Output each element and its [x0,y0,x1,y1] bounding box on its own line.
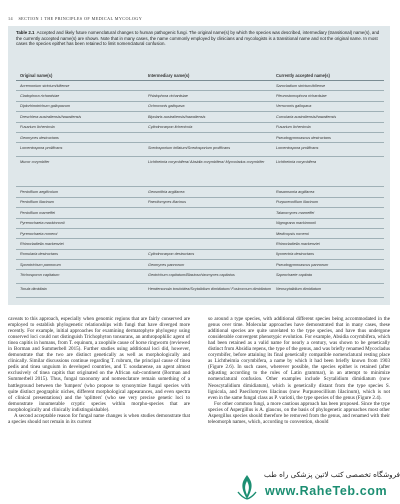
watermark [235,468,400,504]
cell-accepted-name: Rhinocladiella mackenziei [272,239,384,249]
cell-original-name: Penicillium marneffei [16,208,144,218]
body-paragraph: so around a type species, with additional different species being accommodated in the genus over time. Molecular approaches have demonstrated that in many cases, these additional species are quite unrelated to the type species, and have thus undergone considerable convergent phenotypic evolution. For example, Absidia corymbifera, which had been retained as a valid name for nearly a century, was shown to be genetically distinct from Absidia repens, the type of the genus, and was briefly renamed Mycocladus corymbifer, before attaining its final genetically compatible nomenclatural resting place as Lichtheimia corymbifera, a name by which it had been briefly known from 1903 (Figure 2.6). In such cases, wherever possible, the species epithet is retained (after adjusting according to the rules of Latin grammar), in an attempt to minimize nomenclatural confusion. Other examples include Scytalidium dimidiatum (now Neoscytalidium dimidiatum), which is genetically distant from the type species S. lignicola, and Paecilomyces lilacinus (now Purpureocillium lilacinum), which is not even in the same fungal class as P. variotii, the type species of the genus (Figure 2.4). [208,316,390,401]
table-row [16,218,384,228]
table-row [16,239,384,249]
cell-accepted-name: Verruconis gallopava [272,101,384,111]
body-paragraph: caveats to this approach, especially when genomic regions that are fairly conserved are employed to establish phylogenetic relationships with fungi that have diverged more recently. For example, initial approaches for examining dermatophyte phylogeny using conserved loci could not distinguish Trichophyton tonsurans, an anthropophilic agent of tinea capitis in humans, from T. equinum, a zoophile cause of horse ringworm (reviewed in Borman and Summerbell 2015). Further studies using additional loci did, however, demonstrate that the two are distinct genetically as well as morphologically and clinically. Similar discussions continue regarding T. rubrum, the principal cause of tinea pedis and tinea unguium in developed countries, and T. soudanense, an agent almost exclusively of tinea capitis that originated on the African sub-continent (Borman and Summerbell 2015). Thus, fungal taxonomy and nomenclature remain something of a battleground between the 'lumpers' (who propose to synonymize fungal species with quite distinct geographic niches, different morphological appearances, and even spectra of clinical presentations) and the 'splitters' (who see very precise genetic loci to demonstrate innumerable cryptic species within morpho-species that are morphologically and clinically indistinguishable). [8,316,190,413]
table-row [16,112,384,122]
cell-accepted-name: Nigrograna mackinnonii [272,218,384,228]
cell-intermediary-name: Cylindrocarpon destructans [144,249,272,259]
cell-original-name: Dreschlera australiensis/hawaiiensis [16,112,144,122]
cell-original-name: Geomyces destructans [16,132,144,142]
table-caption [16,30,384,47]
cell-original-name: Cladophora richardsiae [16,91,144,101]
cell-intermediary-name: Cylindrocarpon lichenicola [144,122,272,132]
cell-intermediary-name: Geotrichum capitatum/Blastoschizomyces capitatus [144,270,272,284]
cell-accepted-name: Pseudogymnoascus pannorum [272,260,384,270]
body-column-left [8,316,190,425]
header-original-name: Original name(s) [16,67,144,81]
cell-accepted-name: Purpureocillium lilacinum [272,197,384,207]
section-title: SECTION 1 THE PRINCIPLES OF MEDICAL MYCOLOGY [18,16,143,21]
watermark-url: www.RaheTeb.com [265,484,388,498]
cell-original-name: Pyrenochaeta mackinnonii [16,218,144,228]
table-header-row [16,67,384,81]
cell-intermediary-name: Ochroconis gallopava [144,101,272,111]
table-row [16,91,384,101]
cell-accepted-name: Rasamsonia argillacea [272,187,384,197]
body-column-right [208,316,390,425]
table-row [16,101,384,111]
cell-accepted-name: Lomentospora prolificans [272,143,384,157]
table-row [16,81,384,91]
cell-intermediary-name: Scedosporium inflatum/Scedosporium prolificans [144,143,272,157]
cell-original-name: Penicillium lilacinum [16,197,144,207]
cell-intermediary-name [144,208,272,218]
header-accepted-name: Currently accepted name(s) [272,67,384,81]
cell-intermediary-name [144,239,272,249]
cell-accepted-name: Curvularia australiensis/hawaiiensis [272,112,384,122]
body-paragraph: A second acceptable reason for fungal name changes is when studies demonstrate that a species should not remain in its current [8,412,190,425]
table-row [16,208,384,218]
cell-accepted-name: Sarocladium strictum/kiliense [272,81,384,91]
cell-accepted-name: Saprochaete capitata [272,270,384,284]
cell-original-name: Diplorhinotrichum gallopavum [16,101,144,111]
cell-original-name: Trichosporon capitatum [16,270,144,284]
cell-accepted-name: Fusarium lichenicola [272,122,384,132]
table-panel [8,26,390,305]
cell-intermediary-name: Lichtheimia corymbifera/ Absidia corymbifera/ Mycocladus corymbifer [144,157,272,187]
cell-original-name: Romularia destructans [16,249,144,259]
cell-accepted-name: Neoscytalidium dimidiatum [272,284,384,298]
cell-accepted-name: Ilyonectria destructans [272,249,384,259]
nomenclature-table [16,67,384,298]
cell-intermediary-name: Bipolaris australiensis/hawaiiensis [144,112,272,122]
cell-intermediary-name: Phialophora richardsiae [144,91,272,101]
cell-intermediary-name: Hendersonula toruloidea/Scytalidium dimidiatum/ Fusicoccum dimidiatum [144,284,272,298]
cell-intermediary-name [144,218,272,228]
table-row [16,122,384,132]
cell-original-name: Pyrenochaeta romeroi [16,228,144,238]
cell-accepted-name: Medicopsis romeroi [272,228,384,238]
table-row [16,228,384,238]
cell-accepted-name: Pleurostomophora richardsiae [272,91,384,101]
cell-original-name: Fusarium lichenicola [16,122,144,132]
table-row [16,143,384,157]
table-caption-text: Accepted and likely future nomenclatural changes to human pathogenic fungi. The original name(s) by which the species was described, intermediary (transitional) name(s), and the currently accepted name(s) are shown. Note that in many cases, the name commonly employed by clinicians and mycologists is a transitional name and not the original name. In most cases the species epithet has been retained to limit nomenclatural confusion. [16,30,380,47]
cell-accepted-name: Talaromyces marneffei [272,208,384,218]
cell-original-name: Torula dimidiata [16,284,144,298]
cell-intermediary-name: Geosmithia argillacea [144,187,272,197]
watermark-persian-text: فروشگاه تخصصی کتب لاتین پزشکی راه طب [264,470,400,479]
page-number: 14 [8,16,13,21]
table-row [16,260,384,270]
cell-intermediary-name [144,132,272,142]
table-row [16,187,384,197]
body-paragraph: For other common fungi, a more cautious approach has been proposed. Since the type species of Aspergillus is A. glaucus, on the basis of phylogenetic approaches most other Aspergillus species should therefore be removed from the genus, and renamed with their teleomorph names, which, according to convention, should [208,400,390,425]
cell-intermediary-name [144,228,272,238]
cell-original-name: Lomentospora prolificans [16,143,144,157]
cell-original-name: Mucor corymbifer [16,157,144,187]
table-row [16,157,384,187]
cell-original-name: Acremonium strictum/kiliense [16,81,144,91]
table-row [16,270,384,284]
table-row [16,249,384,259]
cell-intermediary-name: Paecilomyces lilacinus [144,197,272,207]
cell-intermediary-name: Geomyces pannorum [144,260,272,270]
table-label: Table 2.1 [16,30,35,35]
cell-intermediary-name [144,81,272,91]
running-head [8,16,142,21]
table-row [16,132,384,142]
cell-accepted-name: Pseudogymnoascus destructans [272,132,384,142]
raheteb-logo-icon [235,474,259,500]
table-body [16,81,384,298]
cell-original-name: Sporotrichum pannorum [16,260,144,270]
table-row [16,284,384,298]
table-row [16,197,384,207]
cell-original-name: Penicillium aegilicolum [16,187,144,197]
header-intermediary-name: Intermediary name(s) [144,67,272,81]
cell-original-name: Rhinocladiella mackenziei [16,239,144,249]
cell-accepted-name: Lichtheimia corymbifera [272,157,384,187]
